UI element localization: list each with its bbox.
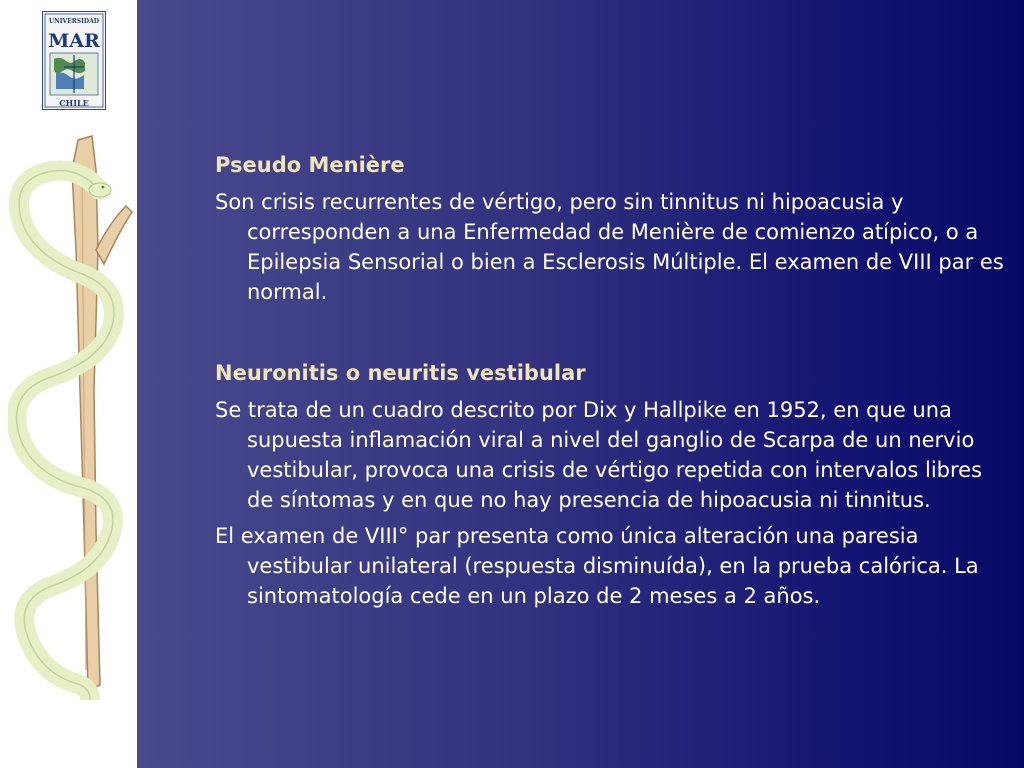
logo-middle-text: MAR: [48, 30, 100, 52]
logo-top-text: UNIVERSIDAD: [49, 18, 99, 25]
section-spacer: [215, 313, 1005, 358]
logo-bottom-text: CHILE: [59, 98, 89, 108]
paragraph-pseudo-meniere: Son crisis recurrentes de vértigo, pero sin tinnitus ni hipoacusia y corresponden a una Enfermedad de Menière de comienzo atípico, o a Epilepsia Sensorial o bien a Esclerosis Múltiple. El examen de VIII par es normal.: [215, 190, 1004, 304]
paragraph-neuronitis-exam: El examen de VIII° par presenta como única alteración una paresia vestibular unilateral (respuesta disminuída), en la prueba calórica. La sintomatología cede en un plazo de 2 meses a 2 años.: [215, 524, 979, 608]
caduceus-staff-illustration: [8, 130, 136, 700]
section-title-pseudo-meniere: Pseudo Menière: [215, 153, 405, 177]
paragraph-neuronitis-description: Se trata de un cuadro descrito por Dix y Hallpike en 1952, en que una supuesta inflamación viral a nivel del ganglio de Scarpa de un nervio vestibular, provoca una crisis de vértigo repetida con intervalos libres de síntomas y en que no hay presencia de hipoacusia ni tinnitus.: [215, 398, 983, 512]
section-title-neuronitis: Neuronitis o neuritis vestibular: [215, 361, 586, 385]
university-logo: [42, 11, 106, 110]
sidebar: [0, 0, 137, 768]
slide-content: [215, 150, 1005, 617]
